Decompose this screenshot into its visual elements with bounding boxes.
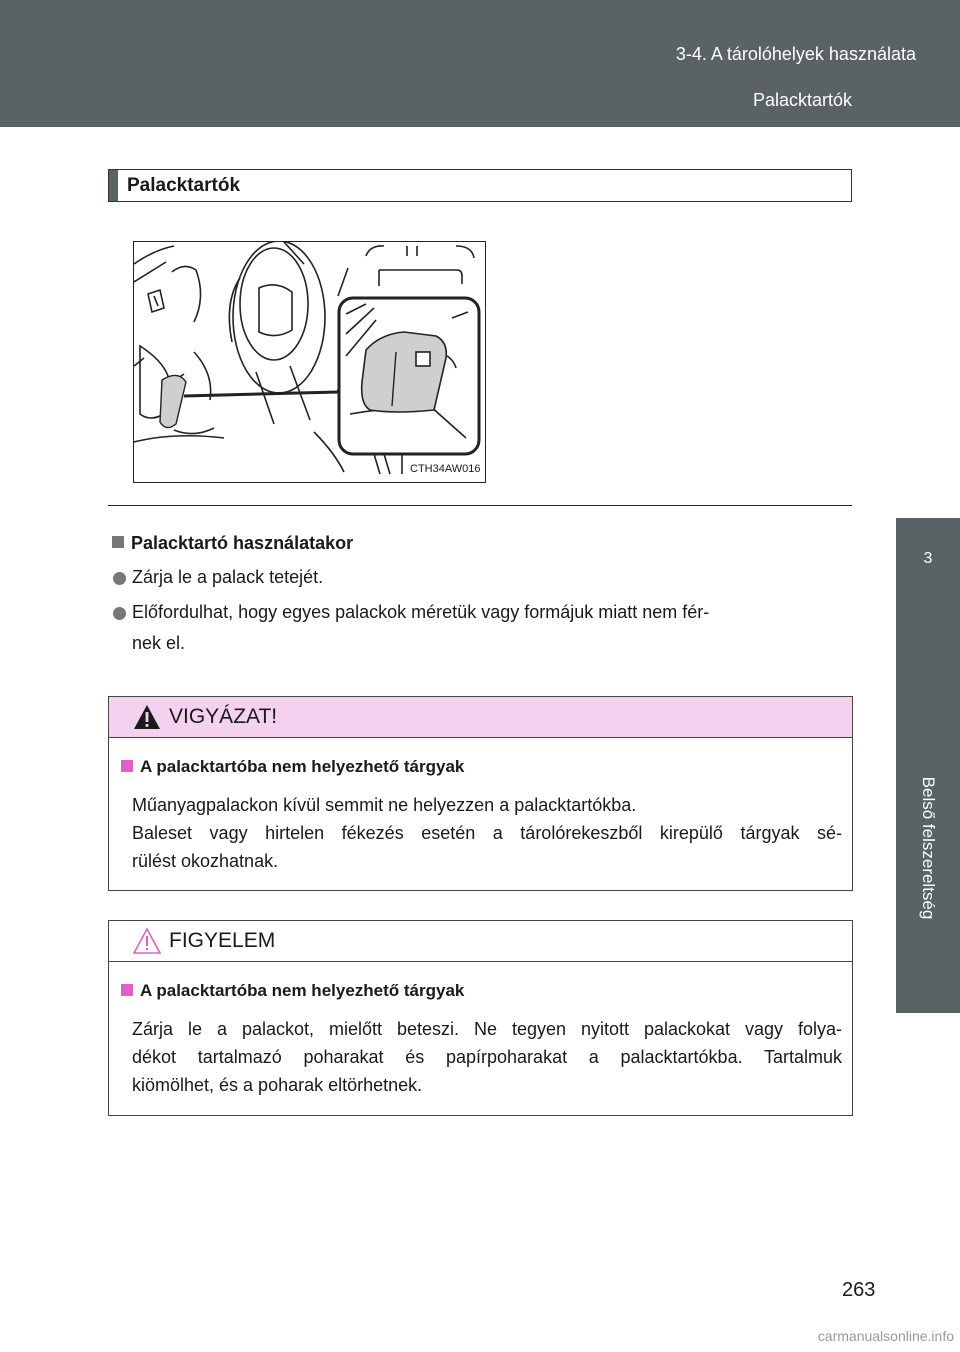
heading-accent [109, 170, 118, 201]
warning-outline-icon [132, 927, 162, 955]
caution-subheading [121, 757, 464, 777]
square-bullet-icon [112, 536, 124, 548]
notice-line-3: kiömölhet, és a poharak eltörhetnek. [132, 1075, 423, 1095]
caution-line-2: Baleset vagy hirtelen fékezés esetén a tárolórekeszből kirepülő tárgyak sé- [132, 823, 842, 843]
usage-title: Palacktartó használatakor [131, 533, 354, 553]
usage-heading [112, 533, 353, 554]
watermark: carmanualsonline.info [817, 1328, 954, 1344]
chapter-title: 3-4. A tárolóhelyek használata [675, 44, 916, 64]
usage-bullet-1: Zárja le a palack tetejét. [132, 567, 324, 587]
notice-title: FIGYELEM [169, 929, 276, 952]
section-title: Palacktartók [752, 90, 852, 110]
section-heading: Palacktartók [127, 175, 241, 196]
chapter-label: Belső felszereltség [919, 776, 938, 920]
figure-code: CTH34AW016 [410, 463, 481, 475]
notice-box [108, 920, 853, 1116]
notice-header [109, 921, 852, 962]
warning-triangle-icon [132, 703, 162, 731]
notice-subheading [121, 981, 464, 1001]
page-number: 263 [842, 1279, 876, 1301]
usage-bullet-2: Előfordulhat, hogy egyes palackok méretük vagy formájuk miatt nem fér- [132, 602, 710, 622]
notice-subtitle: A palacktartóba nem helyezhető tárgyak [140, 981, 465, 1000]
chapter-side-tab [896, 518, 960, 1013]
caution-box [108, 696, 853, 891]
page-header [0, 0, 960, 127]
dashboard-drawing [134, 242, 485, 482]
pink-square-bullet-icon [121, 760, 133, 772]
round-bullet-icon [113, 607, 126, 620]
pink-square-bullet-icon [121, 984, 133, 996]
round-bullet-icon [113, 572, 126, 585]
chapter-number: 3 [923, 550, 933, 567]
notice-line-1: Zárja le a palackot, mielőtt beteszi. Ne tegyen nyitott palackokat vagy folya- [132, 1019, 842, 1039]
caution-title: VIGYÁZAT! [169, 705, 278, 728]
section-divider [108, 505, 852, 506]
caution-line-1: Műanyagpalackon kívül semmit ne helyezzen a palacktartókba. [132, 795, 637, 815]
notice-line-2: dékot tartalmazó poharakat és papírpoharakat a palacktartókba. Tartalmuk [132, 1047, 842, 1067]
caution-header [109, 697, 852, 738]
caution-subtitle: A palacktartóba nem helyezhető tárgyak [140, 757, 465, 776]
caution-line-3: rülést okozhatnak. [132, 851, 279, 871]
section-heading-box [108, 169, 852, 202]
bottle-holder-illustration [133, 241, 486, 483]
usage-bullet-2-cont: nek el. [132, 633, 186, 653]
